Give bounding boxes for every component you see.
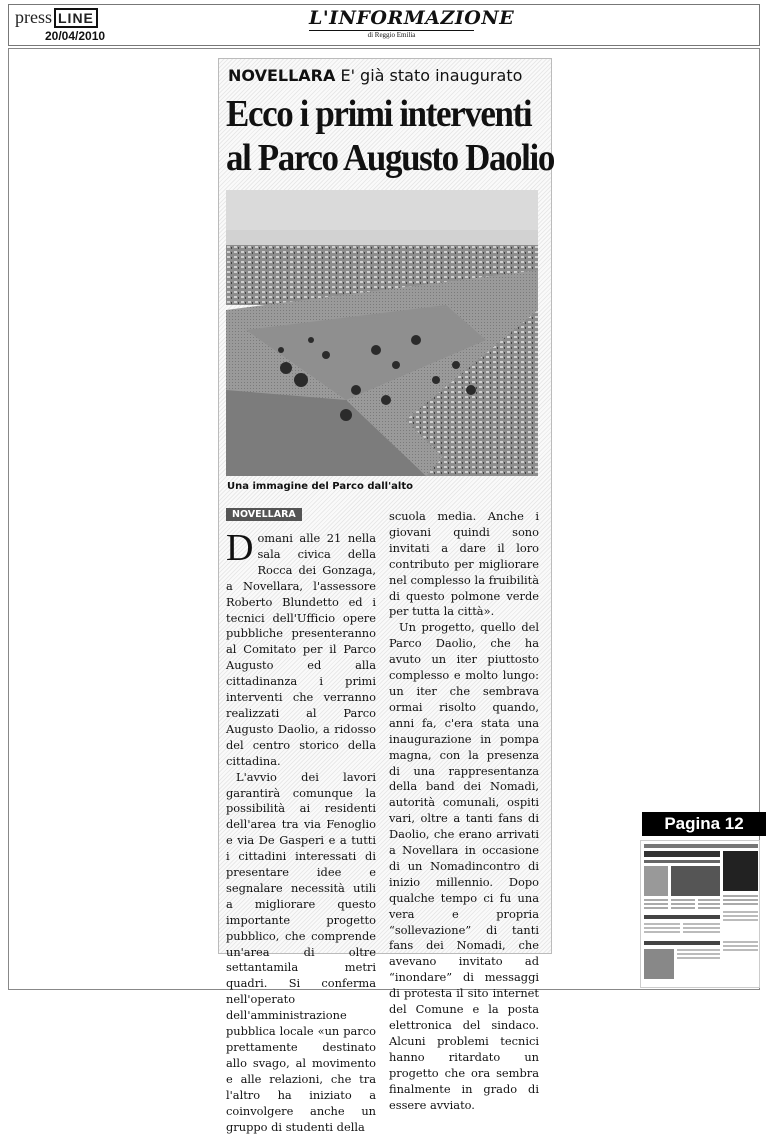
paragraph: L'avvio dei lavori garantirà comunque la possibilità ai residenti dell'area tra via Fenoglio e via De Gasperi e a tutti i cittadini interessati di presentare idee e segnalare necessità utili a migliorare questo importante progetto pubblico, che comprende un'area di oltre settantamila metri quadri. Si conferma nell'operato dell'amministrazione pubblica locale «un parco prettamente destinato allo svago, al movimento e alle relazioni, che tra l'altro ha iniziato a coinvolgere anche un gruppo di studenti della <box>226 769 376 1134</box>
section-tag: NOVELLARA <box>226 508 302 521</box>
clipping-date: 20/04/2010 <box>45 29 106 43</box>
masthead-subtitle: di Reggio Emilia <box>309 30 474 39</box>
paragraph: Un progetto, quello del Parco Daolio, che ha avuto un iter piuttosto complesso e molto lungo: un iter che sembrava ormai risolto quando, anni fa, c'era stata una inaugurazione in pompa magna, con la presenza di una rappresentanza della band dei Nomadi, autorità comunali, ospiti vari, oltre a tanti fans di Daolio, che erano arrivati a Novellara in occasione di un Nomadincontro di inizio millennio. Dopo qualche tempo ci fu una vera e propria “sollevazione” di tanti fans dei Nomadi, che avevano invitato ad “inondare” di messaggi di protesta il sito internet del Comune e la posta elettronica del sindaco. Alcuni problemi tecnici hanno ritardato un progetto che ora sembra finalmente in grado di essere avviato. <box>389 620 539 1112</box>
aerial-park-photo <box>226 190 538 476</box>
article-column-1 <box>226 527 376 1135</box>
page-number-label: Pagina 12 <box>642 812 766 836</box>
newspaper-masthead <box>309 7 515 39</box>
article-kicker: NOVELLARA E' già stato inaugurato <box>228 66 523 85</box>
article-headline: Ecco i primi interventi al Parco Augusto Daolio <box>226 93 554 179</box>
article-column-2 <box>389 509 539 1113</box>
paragraph: scuola media. Anche i giovani quindi sono invitati a dare il loro contributo per migliorare nel complesso la fruibilità di questo polmone verde per tutta la città». <box>389 509 539 619</box>
pressline-logo: press LINE <box>15 7 98 28</box>
clipping-header <box>8 4 760 46</box>
paragraph: Domani alle 21 nella sala civica della Rocca dei Gonzaga, a Novellara, l'assessore Roberto Blundetto ed i tecnici dell'Ufficio opere pubbliche presenteranno al Comitato per il Parco Augusto ed alla cittadinanza i primi interventi che verranno realizzati al Parco Augusto Daolio, a ridosso del centro storico della cittadina. <box>226 527 376 768</box>
photo-caption: Una immagine del Parco dall'alto <box>227 481 413 492</box>
page-thumbnail[interactable] <box>640 840 760 988</box>
drop-cap: D <box>226 527 254 569</box>
masthead-name: L'INFORMAZIONE <box>309 7 515 29</box>
